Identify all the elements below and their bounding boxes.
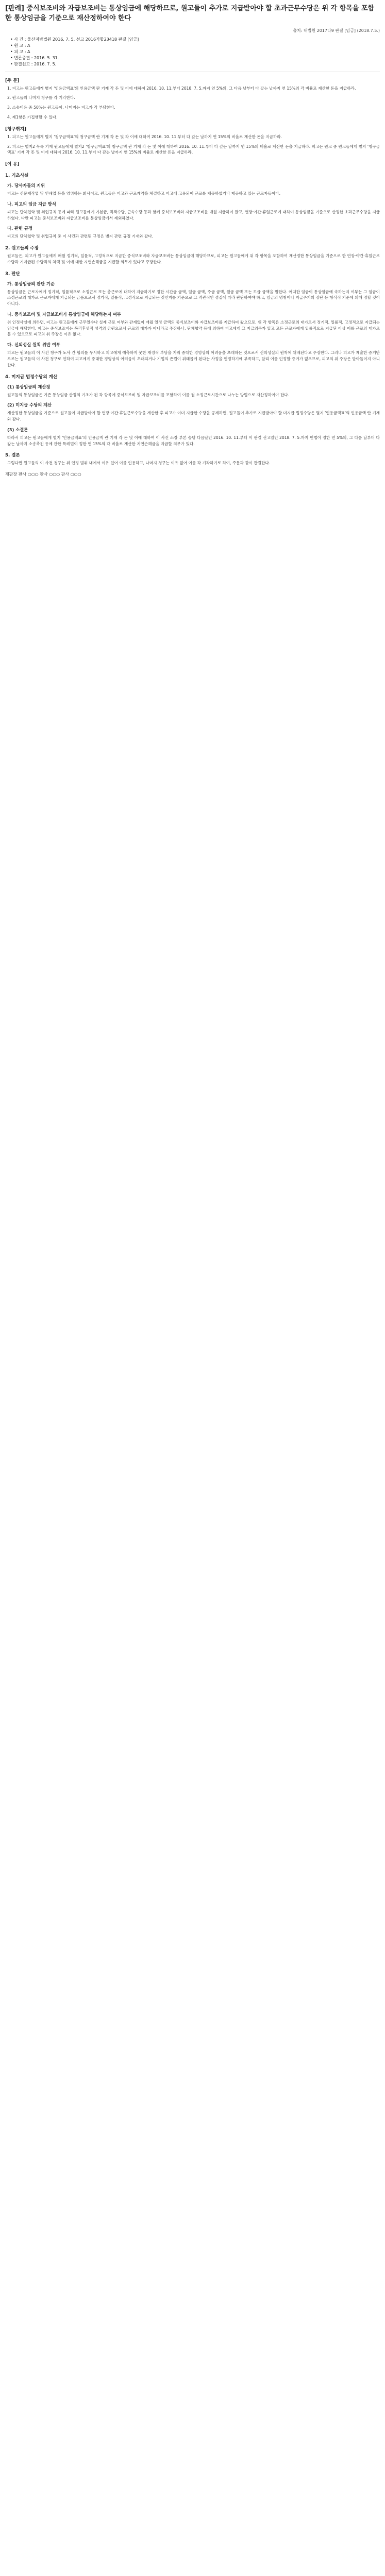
section-heading: 4. 미지급 법정수당의 계산 — [5, 374, 58, 380]
section-heading: 5. 결론 — [5, 453, 20, 459]
paragraph: 피고는 원고들의 이 사건 청구가 노사 간 합의를 무시하고 피고에게 예측하지 못한 재정적 부담을 지워 중대한 경영상의 어려움을 초래하는 것으로서 신의성실의 원칙에 위배된다고 주장한다. 그러나 피고가 제출한 증거만으로는 원고들의 이 사건 청구로 인하여 피고에게 중대한 경영상의 어려움이 초래되거나 기업의 존립이 위태롭게 된다는 사정을 인정하기에 부족하고, 달리 이를 인정할 증거가 없으므로, 피고의 위 주장은 받아들이지 아니한다. — [7, 350, 380, 367]
section-heading: [청구취지] — [5, 126, 27, 132]
paragraph: 피고는 단체협약 및 취업규칙 등에 따라 원고들에게 기본급, 직책수당, 근속수당 등과 함께 중식보조비와 자급보조비를 매월 지급하여 왔고, 연장·야간·휴일근로에 대하여 통상임금을 기준으로 산정한 초과근무수당을 지급하였다. 다만 피고는 중식보조비와 자급보조비를 통상임금에서 제외하였다. — [7, 209, 380, 221]
subsection-heading: 나. 중식보조비 및 자급보조비가 통상임금에 해당하는지 여부 — [7, 311, 121, 317]
document-page — [0, 0, 385, 488]
paragraph: 1. 피고는 원고들에게 별지 '인용금액표'의 인용금액 란 기재 각 돈 및 이에 대하여 2016. 10. 11.부터 2018. 7. 5.까지 연 5%의, 그 다음 날부터 다 갚는 날까지 연 15%의 각 비율로 계산한 돈을 지급하라. — [7, 86, 356, 91]
paragraph: 피고는 신문제작업 및 인쇄업 등을 영위하는 회사이고, 원고들은 피고와 근로계약을 체결하고 피고에 고용되어 근로를 제공하였거나 제공하고 있는 근로자들이다. — [7, 191, 281, 196]
section-heading: [이 유] — [5, 162, 20, 167]
paragraph: 그렇다면 원고들의 이 사건 청구는 위 인정 범위 내에서 이유 있어 이를 인용하고, 나머지 청구는 이유 없어 이를 각 기각하기로 하여, 주문과 같이 판결한다. — [7, 461, 271, 466]
case-facts — [10, 37, 380, 67]
subsection-heading: 나. 피고의 임금 지급 방식 — [7, 201, 56, 207]
case-fact-line: • 판결선고 : 2016. 7. 5. — [10, 61, 57, 66]
paragraph: 2. 원고들의 나머지 청구를 각 기각한다. — [7, 95, 75, 100]
paragraph: 3. 소송비용 중 50%는 원고들이, 나머지는 피고가 각 부담한다. — [7, 105, 115, 110]
section-heading: 1. 기초사실 — [5, 173, 29, 179]
paragraph: 1. 피고는 원고들에게 별지 '청구금액표'의 청구금액 란 기재 각 돈 및 각 이에 대하여 2016. 10. 11.부터 다 갚는 날까지 연 15%의 비율로 계산한 돈을 지급하라. — [7, 134, 282, 139]
subsection-heading: 가. 통상임금의 판단 기준 — [7, 281, 55, 286]
section-heading: 3. 판단 — [5, 271, 20, 277]
document-body — [5, 77, 380, 466]
document-title: [판례] 중식보조비와 자급보조비는 통상임금에 해당하므로, 원고들이 추가로 지급받아야 할 초과근무수당은 위 각 항목을 포함한 통상임금을 기준으로 재산정하여야 한다 — [5, 5, 375, 22]
subsection-heading: (2) 미지급 수당의 계산 — [7, 402, 52, 408]
subsection-heading: (3) 소결론 — [7, 427, 28, 432]
paragraph: 원고들의 통상임금은 기존 통상임금 산정의 기초가 된 각 항목에 중식보조비 및 자급보조비를 포함하여 이를 월 소정근로시간으로 나누는 방법으로 재산정하여야 한다. — [7, 392, 290, 397]
paragraph: 따라서 피고는 원고들에게 별지 '인용금액표'의 인용금액 란 기재 각 돈 및 이에 대하여 이 사건 소장 부본 송달 다음날인 2016. 10. 11.부터 이 판결 선고일인 2018. 7. 5.까지 민법이 정한 연 5%의, 그 다음 날부터 다 갚는 날까지 소송촉진 등에 관한 특례법이 정한 연 15%의 각 비율로 계산한 지연손해금을 지급할 의무가 있다. — [7, 435, 380, 446]
paragraph: 2. 피고는 별지2 목록 기재 원고들에게 별지2 '청구금액표'의 청구금액 란 기재 각 돈 및 이에 대하여 2016. 10. 11.부터 다 갚는 날까지 연 15%의 비율로 계산한 돈을 지급하라. 피고는 원고 중 원고들에게 별지 '청구금액표' 기재 각 돈 및 이에 대하여 2016. 10. 11.부터 다 갚는 날까지 연 15%의 비율로 계산한 돈을 지급하라. — [7, 144, 380, 155]
paragraph: 원고들은, 피고가 원고들에게 매월 정기적, 일률적, 고정적으로 지급한 중식보조비와 자급보조비는 통상임금에 해당하므로, 피고는 원고들에게 위 각 항목을 포함하여 재산정한 통상임금을 기준으로 한 연장·야간·휴일근로수당과 기지급된 수당과의 차액 및 이에 대한 지연손해금을 지급할 의무가 있다고 주장한다. — [7, 253, 380, 264]
case-fact-line: • 피 고 : A — [10, 49, 30, 54]
paragraph: 위 인정사실에 의하면, 피고는 원고들에게 근무일수나 실제 근로 여부와 관계없이 매월 일정 금액의 중식보조비와 자급보조비를 지급하여 왔으므로, 위 각 항목은 소정근로의 대가로서 정기적, 일률적, 고정적으로 지급되는 임금에 해당한다. 피고는 중식보조비는 복리후생적 성격의 금원으로서 근로의 대가가 아니라고 주장하나, 단체협약 등에 의하여 피고에게 그 지급의무가 있고 모든 근로자에게 일률적으로 지급된 이상 이를 근로의 대가로 볼 수 있으므로 피고의 위 주장은 이유 없다. — [7, 319, 380, 337]
subsection-heading: 다. 관련 규정 — [7, 226, 33, 231]
case-fact-line: • 변론종결 : 2016. 5. 31. — [10, 55, 59, 60]
subsection-heading: 다. 신의성실 원칙 위반 여부 — [7, 342, 60, 348]
paragraph: 피고의 단체협약 및 취업규칙 중 이 사건과 관련된 규정은 별지 관련 규정 기재와 같다. — [7, 234, 154, 239]
paragraph: 재산정한 통상임금을 기준으로 원고들이 지급받아야 할 연장·야간·휴일근로수당을 계산한 후 피고가 이미 지급한 수당을 공제하면, 원고들이 추가로 지급받아야 할 미지급 법정수당은 별지 '인용금액표'의 인용금액 란 기재와 같다. — [7, 411, 380, 422]
paragraph: 통상임금은 근로자에게 정기적, 일률적으로 소정근로 또는 총근로에 대하여 지급하기로 정한 시간급 금액, 일급 금액, 주급 금액, 월급 금액 또는 도급 금액을 말한다. 어떠한 임금이 통상임금에 속하는지 여부는 그 임금이 소정근로의 대가로 근로자에게 지급되는 금품으로서 정기적, 일률적, 고정적으로 지급되는 것인지를 기준으로 그 객관적인 성질에 따라 판단하여야 하고, 임금의 명칭이나 지급주기의 장단 등 형식적 기준에 의해 정할 것이 아니다. — [7, 289, 380, 307]
subsection-heading: 가. 당사자들의 지위 — [7, 183, 45, 189]
source-line: 출처: 대법원 2017다9 판결 [임금] (2018.7.5.) — [293, 28, 380, 33]
judges-signature: 재판장 판사 ○○○ 판사 ○○○ 판사 ○○○ — [5, 472, 81, 477]
case-fact-line: • 원 고 : A — [10, 43, 30, 48]
section-heading: 2. 원고들의 주장 — [5, 246, 39, 251]
paragraph: 4. 제1항은 가집행할 수 있다. — [7, 114, 58, 120]
case-fact-line: • 사 건 : 울산지방법원 2016. 7. 5. 선고 2016가합23418 판결 [임금] — [10, 37, 139, 42]
subsection-heading: (1) 통상임금의 재산정 — [7, 384, 51, 389]
section-heading: [주 문] — [5, 78, 20, 83]
